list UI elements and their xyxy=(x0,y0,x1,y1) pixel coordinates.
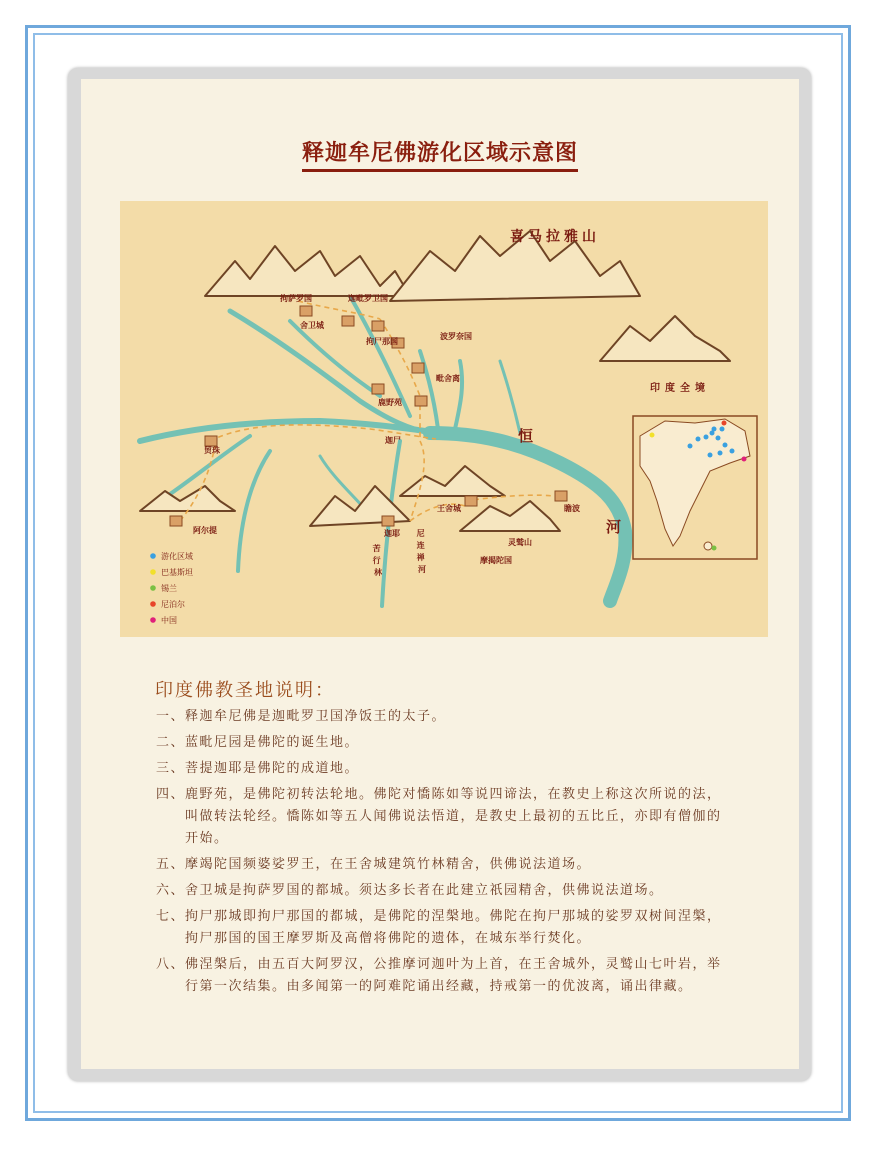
legend-dot-pakistan xyxy=(150,569,156,575)
note-item xyxy=(156,706,736,728)
note-text: 鹿野苑，是佛陀初转法轮地。佛陀对憍陈如等说四谛法，在教史上称这次所说的法，叫做转法轮经。憍陈如等五人闻佛说法悟道，是教史上最初的五比丘，亦即有僧伽的开始。 xyxy=(185,787,722,846)
title-text: 释迦牟尼佛游化区域示意图 xyxy=(302,141,578,172)
place-aerti: 阿尔提 xyxy=(193,526,217,535)
place-magadha: 摩揭陀国 xyxy=(480,556,512,565)
note-item xyxy=(156,784,736,850)
place-kusinagara: 拘尸那国 xyxy=(366,337,398,346)
page-title xyxy=(0,136,880,167)
note-text: 蓝毗尼园是佛陀的诞生地。 xyxy=(185,735,360,750)
note-number: 二、 xyxy=(156,735,186,750)
note-number: 八、 xyxy=(156,957,186,972)
legend-dot-nepal xyxy=(150,601,156,607)
himalaya-label: 喜马拉雅山 xyxy=(510,229,600,245)
place-kasi: 迦尸 xyxy=(385,436,401,445)
legend-dot-ceylon xyxy=(150,585,156,591)
note-item xyxy=(156,758,736,780)
place-maozhu: 贸珠 xyxy=(204,446,220,455)
note-text: 舍卫城是拘萨罗国的都城。须达多长者在此建立祇园精舍，供佛说法道场。 xyxy=(185,883,664,898)
place-gaya: 迦耶 xyxy=(384,529,400,538)
ascetic-char-3: 林 xyxy=(374,568,382,577)
note-text: 拘尸那城即拘尸那国的都城，是佛陀的涅槃地。佛陀在拘尸那城的娑罗双树间涅槃，拘尸那国的国王摩罗斯及高僧将佛陀的遗体，在城东举行焚化。 xyxy=(185,909,722,946)
ganges-label-1: 恒 xyxy=(518,427,534,445)
place-kapilavastu: 迦毗罗卫国 xyxy=(348,294,388,303)
ganges-label-2: 河 xyxy=(606,518,622,536)
note-text: 菩提迦耶是佛陀的成道地。 xyxy=(185,761,360,776)
nairanjana-char-3: 禅 xyxy=(416,553,425,562)
note-item xyxy=(156,906,736,950)
note-number: 一、 xyxy=(156,709,186,724)
note-item xyxy=(156,732,736,754)
place-ascetic-forest xyxy=(373,543,384,577)
inset-label: 印度全境 xyxy=(650,383,710,394)
place-champa: 瞻波 xyxy=(564,504,580,513)
place-sravasti: 舍卫城 xyxy=(300,321,324,330)
notes-list xyxy=(156,706,736,1002)
place-sarnath: 鹿野苑 xyxy=(378,398,402,407)
map-figure xyxy=(120,201,768,637)
legend-label-ceylon: 锡兰 xyxy=(161,584,177,593)
legend-label-pakistan: 巴基斯坦 xyxy=(161,568,193,577)
note-item xyxy=(156,854,736,876)
note-number: 七、 xyxy=(156,909,186,924)
place-vaisali: 毗舍离 xyxy=(436,374,460,383)
legend-label-region: 游化区域 xyxy=(161,552,193,561)
note-number: 四、 xyxy=(156,787,186,802)
place-rajagriha: 王舍城 xyxy=(437,504,461,513)
ascetic-char-2: 行 xyxy=(372,556,381,565)
note-text: 释迦牟尼佛是迦毗罗卫国净饭王的太子。 xyxy=(185,709,447,724)
note-number: 六、 xyxy=(156,883,186,898)
place-vulture-peak: 灵鹫山 xyxy=(508,538,532,547)
ascetic-char-1: 苦 xyxy=(372,544,381,553)
section-title: 印度佛教圣地说明： xyxy=(155,680,335,701)
legend-dot-china xyxy=(150,617,156,623)
note-item xyxy=(156,954,736,998)
place-kosala: 拘萨罗国 xyxy=(280,294,312,303)
legend-label-nepal: 尼泊尔 xyxy=(161,600,185,609)
note-text: 佛涅槃后，由五百大阿罗汉，公推摩诃迦叶为上首，在王舍城外，灵鹫山七叶岩，举行第一次结集。由多闻第一的阿难陀诵出经藏，持戒第一的优波离，诵出律藏。 xyxy=(185,957,722,994)
india-inset-map xyxy=(633,416,757,559)
note-text: 摩竭陀国频婆娑罗王，在王舍城建筑竹林精舍，供佛说法道场。 xyxy=(185,857,592,872)
note-item xyxy=(156,880,736,902)
nairanjana-char-2: 连 xyxy=(416,541,425,550)
place-varanasi: 波罗奈国 xyxy=(440,332,472,341)
nairanjana-char-4: 河 xyxy=(418,565,426,574)
legend-label-china: 中国 xyxy=(161,616,177,625)
nairanjana-char-1: 尼 xyxy=(416,529,425,538)
legend-dot-region xyxy=(150,553,156,559)
note-number: 五、 xyxy=(156,857,186,872)
note-number: 三、 xyxy=(156,761,186,776)
